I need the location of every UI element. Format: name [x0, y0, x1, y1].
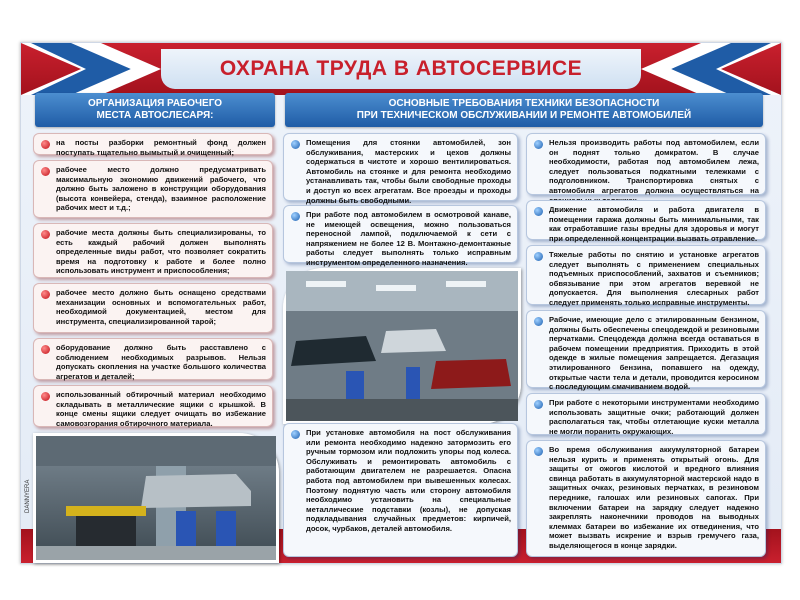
photo-lift-station [33, 433, 279, 563]
bullet-icon [41, 230, 50, 239]
bullet-icon [41, 140, 50, 149]
list-item: Движение автомобиля и работа двигателя в помещении гаража должны быть минимальными, так как отработавшие газы вредны для здоровья и могут при определенной концентрации вызвать отравление. [526, 200, 766, 240]
list-item: Во время обслуживания аккумуляторной батареи нельзя курить и применять открытый огонь. Для защиты от ожогов кислотой и вредного влияния свинца работать в аккумуляторной мастерской надо в защитных очках, резиновых перчатках, в резиновом переднике, галошах или резиновых сапогах. При включении батареи на зарядку следует надежно закреплять наконечники проводов на выводных клеммах батареи во избежание их отвединения, что может вызвать искрение и взрыв гремучего газа, выделяющегося в конце зарядки. [526, 440, 766, 557]
list-item: При установке автомобиля на пост обслуживания или ремонта необходимо надежно затормозить его ручным тормозом или подложить упоры под колеса. Обслуживать и ремонтировать автомобиль с работающим двигателем не разрешается. Опасна работа под автомобилем при вывешенных колесах. Поэтому поднятую часть или сторону автомобиля необходимо установить на специальные металлические подставки (козлы), не допуская подкладывания случайных предметов: кирпичей, досок, чурбаков, деталей автомобиля. [283, 423, 518, 557]
header-left [35, 93, 275, 127]
bullet-icon [534, 207, 543, 216]
header-left-line2: МЕСТА АВТОСЛЕСАРЯ: [96, 110, 214, 121]
publisher-logo: DANNYERA [25, 479, 31, 513]
list-item: Помещения для стоянки автомобилей, зон обслуживания, мастерских и цехов должны содержаться в чистоте и хорошо вентилироваться. Автомобиль на стоянке и для ремонта необходимо устанавливать так, чтобы были свободные проходы и доступ ко всех агрегатам. Все проезды и проходы должны быть свободными. [283, 133, 518, 201]
chevron-decoration-right [631, 43, 781, 95]
chevron-decoration-left [21, 43, 171, 95]
header-right-line2: ПРИ ТЕХНИЧЕСКОМ ОБСЛУЖИВАНИИ И РЕМОНТЕ АВТОМОБИЛЕЙ [356, 110, 692, 121]
list-item: Нельзя производить работы под автомобилем, если он поднят только домкратом. В случае необходимости, работая под автомобилем лежа, следует пользоваться подкатными тележками с подголовником. Транспортировка снятых с автомобиля агрегатов должна осуществляться на [526, 133, 766, 195]
list-item: Рабочие, имеющие дело с этилированным бензином, должны быть обеспечены спецодеждой и резиновыми перчатками. Спецодежда должна всегда оставаться в рабочем помещении предприятия. Приходить в этой одежде в жилые помещения запрещается. Дегазация этилированного бензина, попавшего на одежду, открытые части тела и детали, проводится керосином с последующим смачиванием водой. [526, 310, 766, 388]
photo-workshop [283, 268, 521, 424]
header-right [285, 93, 763, 127]
bullet-icon [41, 392, 50, 401]
list-item: рабочее место должно быть оснащено средствами механизации основных и вспомогательных работ, необходимой документацией, местом для инструмента, специализированной тарой; [33, 283, 273, 333]
bullet-icon [534, 317, 543, 326]
bullet-icon [41, 290, 50, 299]
list-item: При работе с некоторыми инструментами необходимо использовать защитные очки; работающий должен располагаться так, чтобы отлетающие куски металла не могли поранить окружающих. [526, 393, 766, 435]
header-left-line1: ОРГАНИЗАЦИЯ РАБОЧЕГО [87, 98, 223, 109]
list-item: на посты разборки ремонтный фонд должен поступать тщательно вымытый и очищенный; [33, 133, 273, 155]
bullet-icon [41, 345, 50, 354]
bullet-icon [41, 167, 50, 176]
list-item: использованный обтирочный материал необходимо складывать в металлические ящики с крышкой. В конце смены ящики следует очищать во избежание самовозгорания обтирочного материала. [33, 385, 273, 427]
list-item: При работе под автомобилем в осмотровой канаве, не имеющей освещения, можно пользоваться переносной лампой, подключаемой к сети с напряжением не более 12 В. Монтажно-демонтажные работы следует выполнять только исправным инструментом определенного назначения. [283, 205, 518, 263]
bullet-icon [291, 212, 300, 221]
bullet-icon [534, 447, 543, 456]
list-item: оборудование должно быть расставлено с соблюдением необходимых разрывов. Нельзя допускать скопления на участке большого количества агрегатов и деталей; [33, 338, 273, 380]
bullet-icon [534, 140, 543, 149]
page-title: ОХРАНА ТРУДА В АВТОСЕРВИСЕ [161, 49, 641, 89]
list-item: рабочее место должно предусматривать максимальную экономию движений рабочего, что должно быть заложено в конструкции оборудования (высота конвейера, стенда), взаимное расположение рабочих мест и т.д.; [33, 160, 273, 218]
bullet-icon [291, 140, 300, 149]
bullet-icon [291, 430, 300, 439]
list-item: Тяжелые работы по снятию и установке агрегатов следует выполнять с применением специальных подъемных приспособлений, захватов и съемников; обвязывание при этом агрегатов веревкой не допускается. Для выполнения слесарных работ следует применять только исправные инструменты. [526, 245, 766, 305]
bullet-icon [534, 400, 543, 409]
list-item: рабочие места должны быть специализированы, то есть каждый рабочий должен выполнять определенные виды работ, что позволяет сократить время на подготовку к работе и более полно использовать инструмент и приспособления; [33, 223, 273, 278]
poster [20, 42, 782, 564]
header-right-line1: ОСНОВНЫЕ ТРЕБОВАНИЯ ТЕХНИКИ БЕЗОПАСНОСТИ [388, 98, 660, 109]
bullet-icon [534, 252, 543, 261]
